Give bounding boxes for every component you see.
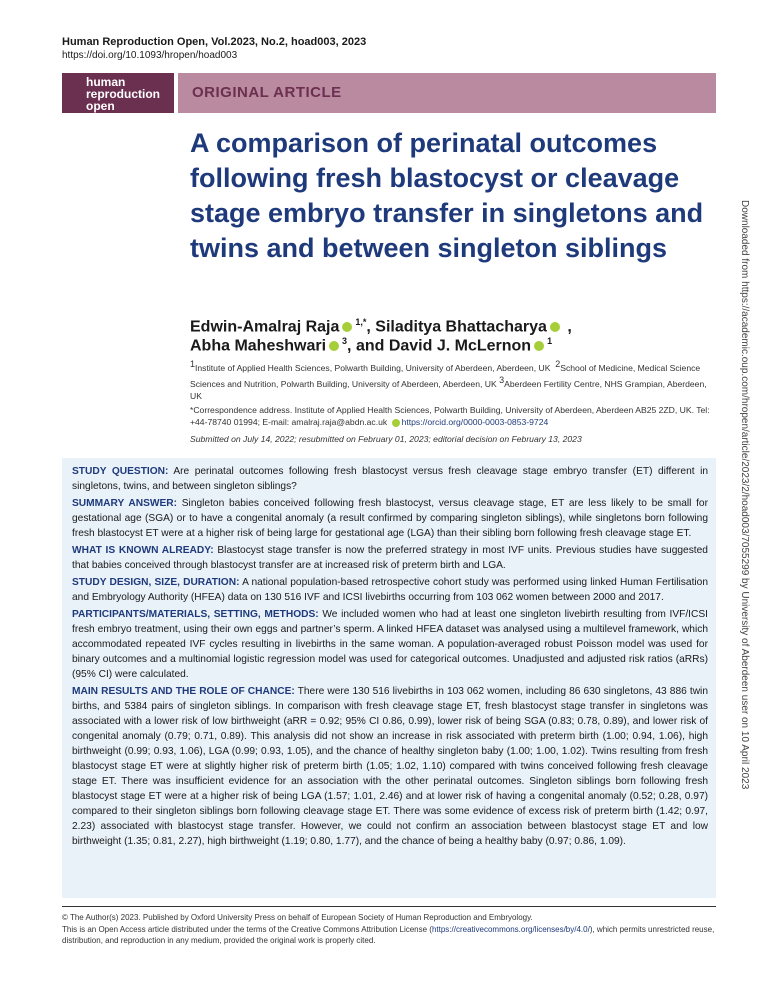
section-label: ORIGINAL ARTICLE xyxy=(192,84,342,101)
orcid-link[interactable]: https://orcid.org/0000-0003-0853-9724 xyxy=(401,417,549,427)
abstract-heading: STUDY QUESTION: xyxy=(72,466,169,477)
abstract xyxy=(72,464,708,851)
abstract-heading: SUMMARY ANSWER: xyxy=(72,498,178,509)
author-affil-sup: 1 xyxy=(547,336,553,346)
abstract-heading: WHAT IS KNOWN ALREADY: xyxy=(72,545,214,556)
submission-dates: Submitted on July 14, 2022; resubmitted on February 01, 2023; editorial decision on February 13, 2023 xyxy=(190,434,582,444)
abstract-section xyxy=(72,607,708,682)
orcid-icon[interactable] xyxy=(329,341,339,351)
copyright-notice: © The Author(s) 2023. Published by Oxford University Press on behalf of European Society of Human Reproduction and Embryology. xyxy=(62,913,533,922)
logo-line-3: open xyxy=(86,99,115,113)
footer-divider xyxy=(62,906,716,907)
orcid-icon[interactable] xyxy=(534,341,544,351)
download-watermark-text: Downloaded from https://academic.oup.com/hropen/article/2023/2/hoad003/7055299 by University of Aberdeen user on 10 April 2023 xyxy=(739,200,750,790)
abstract-heading: STUDY DESIGN, SIZE, DURATION: xyxy=(72,577,240,588)
article-title: A comparison of perinatal outcomes following fresh blastocyst or cleavage stage embryo transfer in singletons and twins and between singleton siblings xyxy=(190,128,704,263)
author-affil-sup: 1,* xyxy=(355,317,367,327)
abstract-heading: PARTICIPANTS/MATERIALS, SETTING, METHODS: xyxy=(72,609,319,620)
abstract-heading: MAIN RESULTS AND THE ROLE OF CHANCE: xyxy=(72,686,295,697)
author-name: Siladitya Bhattacharya xyxy=(375,318,547,336)
correspondence xyxy=(190,404,716,428)
journal-citation: Human Reproduction Open, Vol.2023, No.2, hoad003, 2023 xyxy=(62,36,367,48)
abstract-text: Are perinatal outcomes following fresh blastocyst versus fresh cleavage stage embryo transfer (ET) different in singletons, twins, and between singleton siblings? xyxy=(72,466,708,492)
affil-sup: 1 xyxy=(190,359,196,369)
author-name: Edwin-Amalraj Raja xyxy=(190,318,340,336)
license-text: ), which permits unrestricted reuse, distribution, and reproduction in any medium, provided the original work is properly cited. xyxy=(62,925,715,945)
logo-line-1: human xyxy=(86,75,126,89)
author-separator: , and xyxy=(347,337,389,355)
correspondence-text: *Correspondence address. Institute of Applied Health Sciences, Polwarth Building, University of Aberdeen, Aberdeen AB25 2ZD, UK. Tel: +44-78740 01994; E-mail: amalraj.raja@abdn.ac.uk xyxy=(190,405,710,427)
affil-sup: 3 xyxy=(499,374,505,385)
abstract-text: Blastocyst stage transfer is now the preferred strategy in most IVF units. Previous studies have suggested that babies conceived through blastocyst transfer are at increased risk of preterm birth and LGA. xyxy=(72,545,708,571)
abstract-section xyxy=(72,543,708,573)
license-text: This is an Open Access article distributed under the terms of the Creative Commons Attribution License ( xyxy=(62,925,432,934)
affiliation: Aberdeen Fertility Centre, NHS Grampian, Aberdeen, UK xyxy=(190,378,707,401)
license-link[interactable]: https://creativecommons.org/licenses/by/4.0/ xyxy=(431,925,590,934)
doi-link[interactable]: https://doi.org/10.1093/hropen/hoad003 xyxy=(62,50,238,61)
license-notice xyxy=(62,924,716,946)
author-line-2 xyxy=(190,331,730,356)
journal-logo xyxy=(62,73,174,113)
abstract-section xyxy=(72,575,708,605)
author-separator: , xyxy=(366,318,376,336)
abstract-text: A national population-based retrospective cohort study was performed using linked Human Fertilisation and Embryology Authority (HFEA) data on 130 516 IVF and ICSI livebirths occurring from 103 062 women between 2000 and 2017. xyxy=(72,577,708,603)
abstract-text: There were 130 516 livebirths in 103 062 women, including 86 630 singletons, 43 886 twin births, and 5384 pairs of singleton siblings. In comparison with fresh cleavage stage ET, fresh blastocyst stage transfer in singletons was associated with a lower risk of low birthweight (aRR = 0.92; 95% CI 0.86, 0.99), lower risk of being SGA (0.83; 0.78, 0.89), and lower risk of congenital anomaly (0.79; 0.71, 0.89). This analysis did not show an increase in risk associated with preterm birth (1.00; 0.94, 1.06), high birthweight (0.99; 0.93, 1.06), LGA (0.99; 0.93, 1.05), and the chance of healthy singleton baby (1.00; 1.00, 1.02). Twins resulting from fresh blastocyst stage ET were at slightly higher risk of preterm birth (1.05; 1.02, 1.10) compared with twins conceived following fresh cleavage stage ET. There was insufficient evidence for an association with the other perinatal outcomes. Singleton siblings born following fresh blastocyst stage ET were at a higher risk of being LGA (1.57; 1.01, 2.46) and at lower risk of having a congenital anomaly (0.52; 0.28, 0.97) compared to their singleton siblings born following cleavage stage ET. There was some evidence of excess risk of preterm birth (1.42; 0.97, 2.23) associated with blastocyst stage transfer. However, we could not confirm an association between blastocyst stage ET and low birthweight (1.35; 0.81, 2.27), high birthweight (1.19; 0.80, 1.77), and the chance of being a healthy baby (0.97; 0.86, 1.09). xyxy=(72,686,708,847)
abstract-section xyxy=(72,496,708,541)
abstract-section xyxy=(72,464,708,494)
download-watermark xyxy=(738,200,752,800)
author-affil-sup: 3 xyxy=(342,336,348,346)
abstract-text: Singleton babies conceived following fresh blastocyst, versus cleavage stage, ET are less likely to be small for gestational age (SGA) or to have a congenital anomaly (a result confirmed by comparing singleton siblings), while singletons born following fresh blastocyst ET were at a higher risk of being large for gestational age (LGA) than their sibling born following fresh cleavage stage ET. xyxy=(72,498,708,539)
footer xyxy=(62,912,716,947)
affiliation: Institute of Applied Health Sciences, Polwarth Building, University of Aberdeen, Aberdeen, UK xyxy=(195,362,551,373)
affiliation: School of Medicine, Medical Science Sciences and Nutrition, Polwarth Building, University of Aberdeen, Aberdeen, UK xyxy=(190,362,701,389)
author-name: Abha Maheshwari xyxy=(190,337,327,355)
affil-sup: 2 xyxy=(555,359,561,369)
author-separator: , xyxy=(562,318,572,336)
abstract-text: We included women who had at least one singleton livebirth resulting from IVF/ICSI fresh embryo treatment, using their own eggs and partner’s sperm. A linked HFEA dataset was analysed using a multilevel framework, which accommodated repeated IVF cycles resulting in livebirths in the same woman. A population-averaged robust Poisson model was used for binary outcomes and a multinomial logistic regression model was used for categorical outcomes. Unadjusted and adjusted risk ratios (aRRs) (95% CI) were calculated. xyxy=(72,609,708,680)
abstract-section xyxy=(72,684,708,849)
orcid-icon xyxy=(392,419,400,427)
logo-line-2: reproduction xyxy=(86,87,160,101)
author-name: David J. McLernon xyxy=(388,337,532,355)
affiliations xyxy=(190,358,716,402)
